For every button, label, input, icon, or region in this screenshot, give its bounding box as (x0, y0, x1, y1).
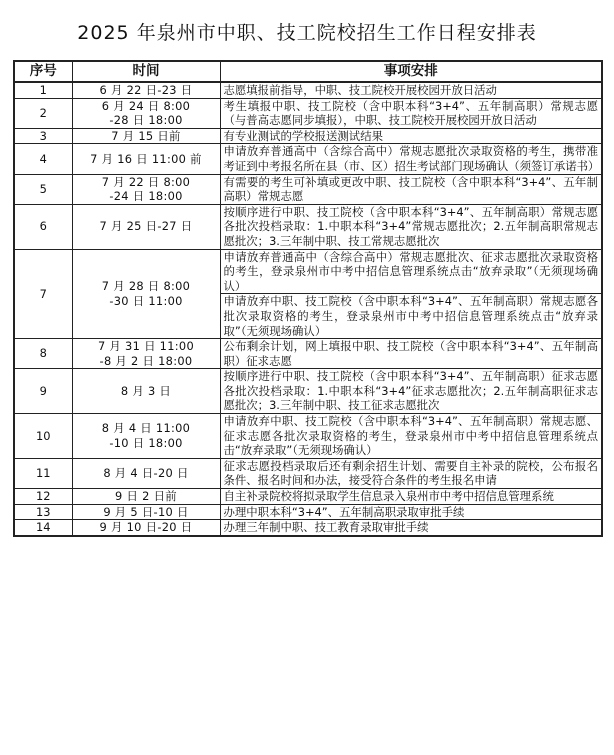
row-task: 志愿填报前指导，中职、技工院校开展校园开放日活动 (220, 82, 602, 98)
table-row (14, 489, 602, 505)
row-task: 按顺序进行中职、技工院校（含中职本科“3+4”、五年制高职）常规志愿各批次投档录取：1.中职本科“3+4”常规志愿批次；2.五年制高职常规志愿批次；3.三年制中职、技工常规志愿批次 (220, 204, 602, 249)
table-row (14, 174, 602, 204)
header-task: 事项安排 (220, 61, 602, 82)
table-row (14, 458, 602, 488)
table-row (14, 144, 602, 174)
row-time: 9 日 2 日前 (72, 489, 220, 505)
table-row (14, 98, 602, 128)
row-task: 征求志愿投档录取后还有剩余招生计划、需要自主补录的院校，公布报名条件、报名时间和办法，接受符合条件的考生报名申请 (220, 458, 602, 488)
row-time: 7 月 28 日 8:00 -30 日 11:00 (72, 249, 220, 339)
table-row (14, 369, 602, 414)
row-task: 办理中职本科“3+4”、五年制高职录取审批手续 (220, 504, 602, 520)
table-header-row (14, 61, 602, 82)
row-number: 4 (14, 144, 72, 174)
table-row (14, 82, 602, 98)
row-task: 有专业测试的学校报送测试结果 (220, 128, 602, 144)
table-body (14, 82, 602, 536)
row-number: 2 (14, 98, 72, 128)
row-task: 申请放弃中职、技工院校（含中职本科“3+4”、五年制高职）常规志愿、征求志愿各批次录取资格的考生，登录泉州市中考中招信息管理系统点击“放弃录取”（无须现场确认） (220, 414, 602, 459)
row-task: 自主补录院校将拟录取学生信息录入泉州市中考中招信息管理系统 (220, 489, 602, 505)
table-row (14, 204, 602, 249)
row-time: 9 月 5 日-10 日 (72, 504, 220, 520)
table-row (14, 339, 602, 369)
row-time: 6 月 22 日-23 日 (72, 82, 220, 98)
row-time: 7 月 16 日 11:00 前 (72, 144, 220, 174)
row-time: 7 月 15 日前 (72, 128, 220, 144)
row-task: 考生填报中职、技工院校（含中职本科“3+4”、五年制高职）常规志愿（与普高志愿同步填报），中职、技工院校开展校园开放日活动 (220, 98, 602, 128)
row-number: 11 (14, 458, 72, 488)
row-time: 8 月 4 日 11:00 -10 日 18:00 (72, 414, 220, 459)
table-row (14, 520, 602, 536)
row-number: 10 (14, 414, 72, 459)
row-number: 12 (14, 489, 72, 505)
row-time: 7 月 22 日 8:00 -24 日 18:00 (72, 174, 220, 204)
table-row (14, 414, 602, 459)
row-task: 公布剩余计划，网上填报中职、技工院校（含中职本科“3+4”、五年制高职）征求志愿 (220, 339, 602, 369)
row-task: 按顺序进行中职、技工院校（含中职本科“3+4”、五年制高职）征求志愿各批次投档录取：1.中职本科“3+4”征求志愿批次；2.五年制高职征求志愿批次；3.三年制中职、技工征求志愿批次 (220, 369, 602, 414)
row-number: 5 (14, 174, 72, 204)
row-task: 申请放弃普通高中（含综合高中）常规志愿批次录取资格的考生，携带准考证到中考报名所在县（市、区）招生考试部门现场确认（须签订承诺书） (220, 144, 602, 174)
row-task: 办理三年制中职、技工教育录取审批手续 (220, 520, 602, 536)
row-number: 14 (14, 520, 72, 536)
row-number: 9 (14, 369, 72, 414)
header-time: 时间 (72, 61, 220, 82)
row-number: 7 (14, 249, 72, 339)
row-task: 有需要的考生可补填或更改中职、技工院校（含中职本科“3+4”、五年制高职）常规志愿 (220, 174, 602, 204)
row-time: 7 月 25 日-27 日 (72, 204, 220, 249)
row-number: 13 (14, 504, 72, 520)
row-number: 3 (14, 128, 72, 144)
row-number: 8 (14, 339, 72, 369)
row-time: 8 月 3 日 (72, 369, 220, 414)
header-no: 序号 (14, 61, 72, 82)
row-number: 6 (14, 204, 72, 249)
page-title: 2025 年泉州市中职、技工院校招生工作日程安排表 (77, 22, 537, 44)
row-time: 8 月 4 日-20 日 (72, 458, 220, 488)
row-number: 1 (14, 82, 72, 98)
row-time: 9 月 10 日-20 日 (72, 520, 220, 536)
row-time: 7 月 31 日 11:00 -8 月 2 日 18:00 (72, 339, 220, 369)
row-task: 申请放弃中职、技工院校（含中职本科“3+4”、五年制高职）常规志愿各批次录取资格的考生，登录泉州市中考中招信息管理系统点击“放弃录取”（无须现场确认） (220, 294, 602, 339)
table-row (14, 249, 602, 294)
schedule-table (13, 60, 603, 537)
table-row (14, 504, 602, 520)
table-row (14, 128, 602, 144)
row-time: 6 月 24 日 8:00 -28 日 18:00 (72, 98, 220, 128)
row-task: 申请放弃普通高中（含综合高中）常规志愿批次、征求志愿批次录取资格的考生，登录泉州市中考中招信息管理系统点击“放弃录取”（无须现场确认） (220, 249, 602, 294)
